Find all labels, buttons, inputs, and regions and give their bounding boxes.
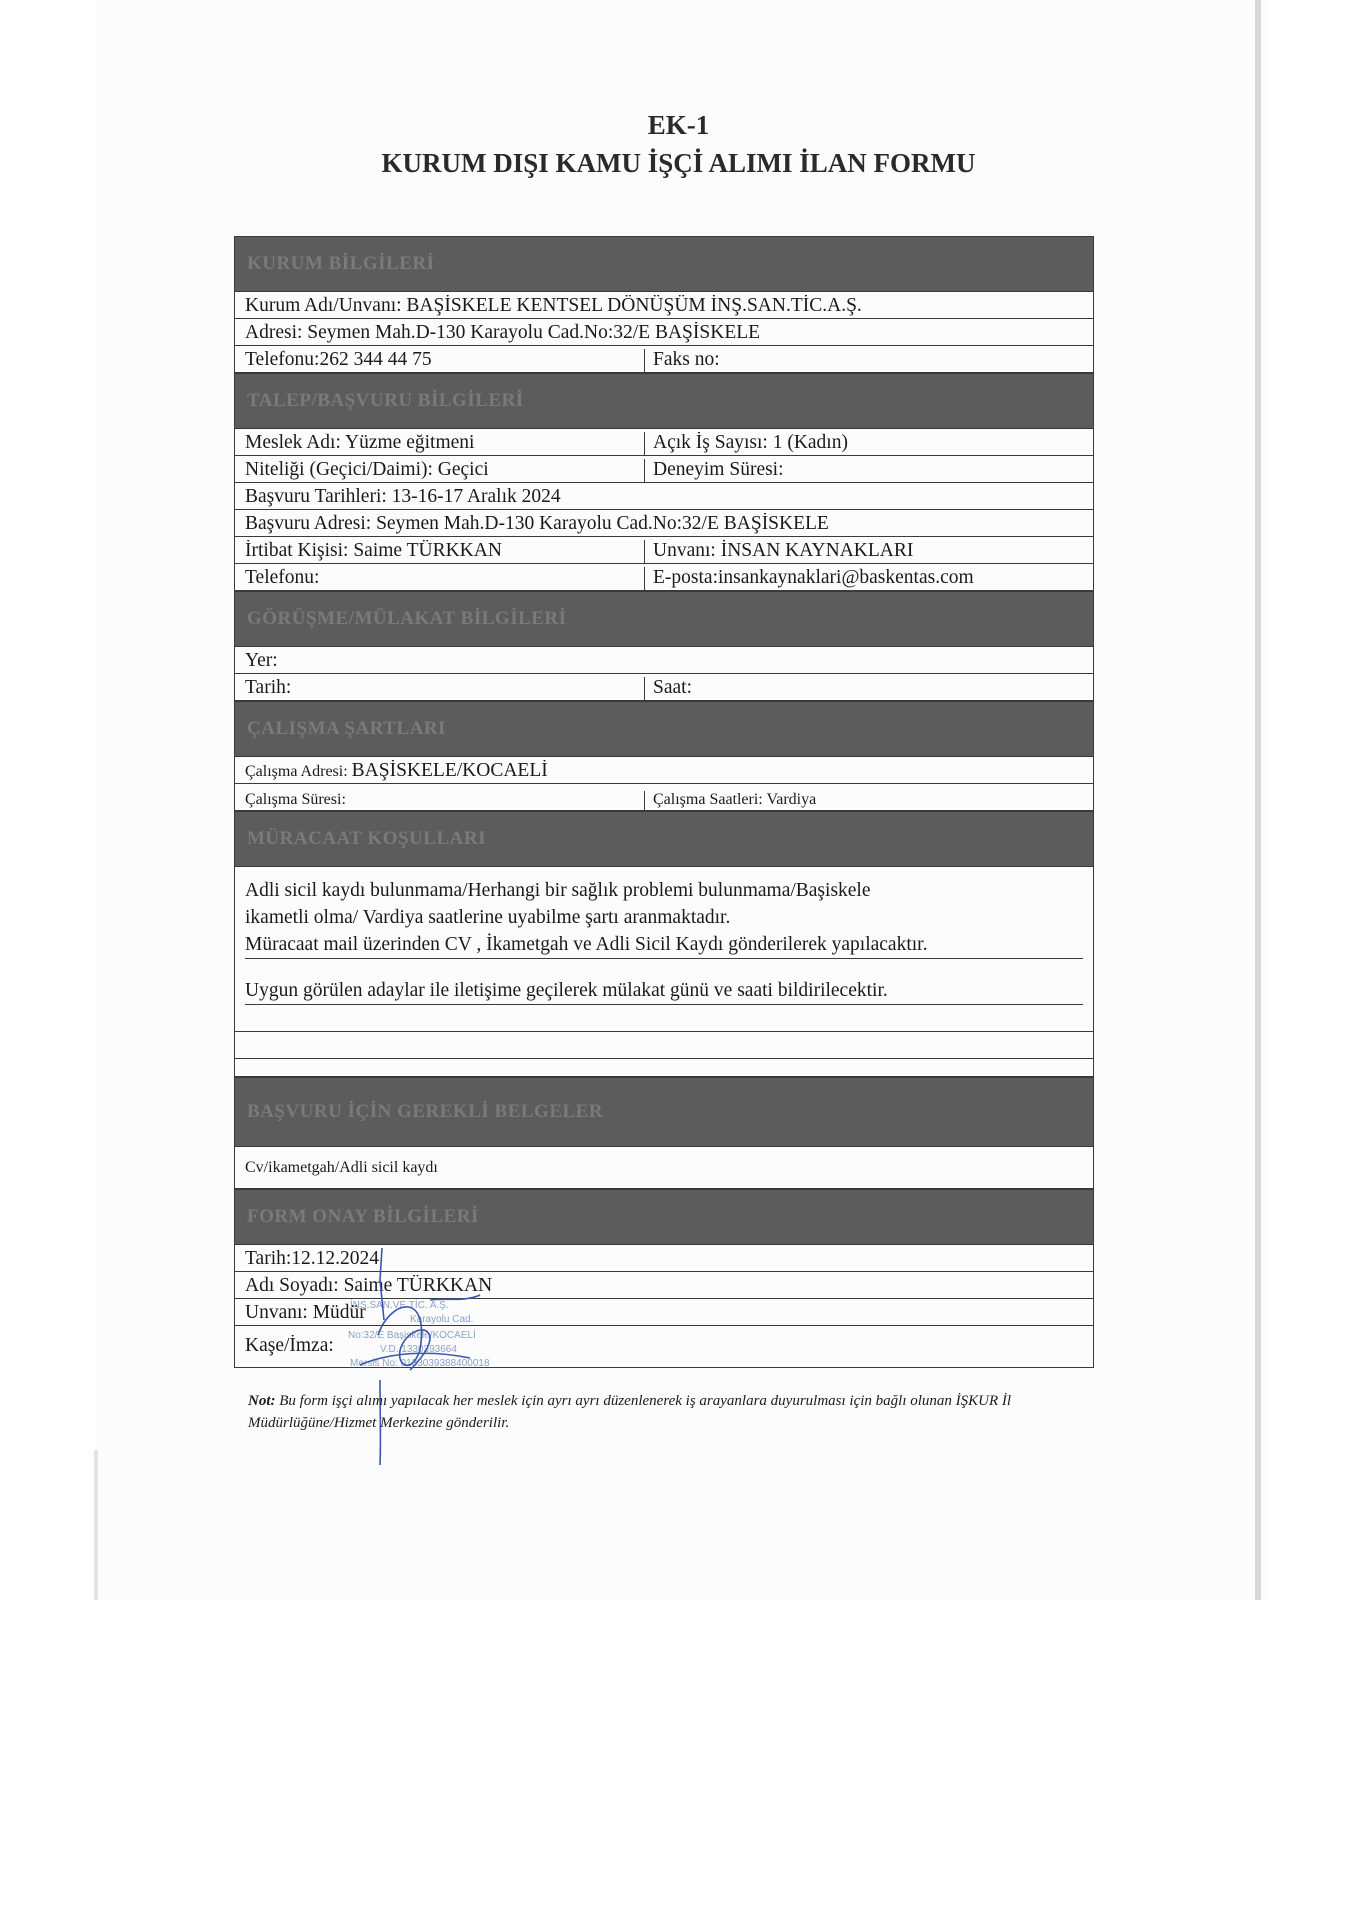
- onay-unvan: Unvanı: Müdür: [245, 1302, 366, 1323]
- section-header-muracaat: MÜRACAAT KOŞULLARI: [234, 811, 1094, 867]
- calisma-saatleri: Çalışma Saatleri: Vardiya: [644, 791, 1093, 810]
- row-yer: [234, 647, 1094, 674]
- onay-tarih: Tarih:12.12.2024: [245, 1248, 380, 1269]
- irtibat-kisisi: İrtibat Kişisi: Saime TÜRKKAN: [245, 540, 502, 561]
- stamp-line: V.D. 1330393664: [380, 1344, 457, 1355]
- muracaat-line: Adli sicil kaydı bulunmama/Herhangi bir sağlık problemi bulunmama/Başiskele: [245, 880, 871, 901]
- irtibat-unvani: Unvanı: İNSAN KAYNAKLARI: [644, 540, 1093, 563]
- stamp-line: No:32/E Başiskele/KOCAELİ: [348, 1330, 476, 1341]
- meslek-adi: Meslek Adı: Yüzme eğitmeni: [245, 432, 475, 453]
- row-calisma-adresi: [234, 757, 1094, 784]
- muracaat-line: ikametli olma/ Vardiya saatlerine uyabilme şartı aranmaktadır.: [245, 907, 731, 928]
- section-header-gorusme: GÖRÜŞME/MÜLAKAT BİLGİLERİ: [234, 591, 1094, 647]
- form-note: [248, 1390, 1128, 1434]
- form-title: KURUM DIŞI KAMU İŞÇİ ALIMI İLAN FORMU: [381, 148, 976, 178]
- note-text: Bu form işçi alımı yapılacak her meslek için ayrı ayrı düzenlenerek iş arayanlara duyurulması için bağlı olunan İŞKUR İl Müdürlüğüne/Hizmet Merkezine gönderilir.: [248, 1393, 1012, 1431]
- irtibat-eposta: E-posta:insankaynaklari@baskentas.com: [644, 567, 1093, 590]
- blank-row: [234, 1059, 1094, 1077]
- row-irtibat: [234, 537, 1094, 564]
- stamp-line: İNŞ.SAN.VE TİC. A.Ş.: [350, 1300, 449, 1311]
- section-header-kurum: KURUM BİLGİLERİ: [234, 236, 1094, 292]
- row-calisma-suresi: [234, 784, 1094, 811]
- row-iletisim: [234, 564, 1094, 591]
- calisma-adresi-value: BAŞİSKELE/KOCAELİ: [351, 760, 548, 781]
- kurum-adres: Adresi: Seymen Mah.D-130 Karayolu Cad.No:32/E BAŞİSKELE: [245, 322, 761, 343]
- muracaat-spacer: [245, 959, 1083, 977]
- basvuru-tarihleri: Başvuru Tarihleri: 13-16-17 Aralık 2024: [245, 486, 561, 507]
- row-niteligi: [234, 456, 1094, 483]
- gorusme-yer: Yer:: [245, 650, 278, 671]
- deneyim-suresi: Deneyim Süresi:: [644, 459, 1093, 482]
- kurum-telefon: Telefonu:262 344 44 75: [245, 349, 432, 370]
- gerekli-belgeler: Cv/ikametgah/Adli sicil kaydı: [234, 1147, 1094, 1189]
- row-basvuru-adresi: [234, 510, 1094, 537]
- section-header-belgeler: BAŞVURU İÇİN GEREKLİ BELGELER: [234, 1077, 1094, 1147]
- section-header-calisma: ÇALIŞMA ŞARTLARI: [234, 701, 1094, 757]
- signature-icon: [350, 1240, 510, 1470]
- acik-is-sayisi: Açık İş Sayısı: 1 (Kadın): [644, 432, 1093, 455]
- calisma-adresi: [235, 760, 1093, 783]
- section-header-onay: FORM ONAY BİLGİLERİ: [234, 1189, 1094, 1245]
- row-meslek: [234, 429, 1094, 456]
- note-label: Not:: [248, 1393, 276, 1409]
- gorusme-tarih: Tarih:: [245, 677, 292, 698]
- onay-kase-imza: Kaşe/İmza:: [245, 1335, 334, 1356]
- calisma-adresi-label: Çalışma Adresi:: [245, 763, 352, 780]
- row-kurum-adres: [234, 319, 1094, 346]
- row-kurum-unvan: [234, 292, 1094, 319]
- muracaat-kosullari: [234, 867, 1094, 1005]
- muracaat-line: Uygun görülen adaylar ile iletişime geçilerek mülakat günü ve saati bildirilecektir.: [245, 977, 1083, 1005]
- irtibat-telefon: Telefonu:: [245, 567, 320, 588]
- blank-row: [234, 1032, 1094, 1059]
- onay-adi-soyadi: Adı Soyadı: Saime TÜRKKAN: [245, 1275, 493, 1296]
- gorusme-saat: Saat:: [644, 677, 1093, 700]
- row-basvuru-tarihleri: [234, 483, 1094, 510]
- muracaat-line: Müracaat mail üzerinden CV , İkametgah ve Adli Sicil Kaydı gönderilerek yapılacaktır.: [245, 931, 1083, 959]
- application-form: [234, 236, 1094, 1368]
- section-header-talep: TALEP/BAŞVURU BİLGİLERİ: [234, 373, 1094, 429]
- kurum-unvan: Kurum Adı/Unvanı: BAŞİSKELE KENTSEL DÖNÜŞÜM İNŞ.SAN.TİC.A.Ş.: [245, 295, 862, 316]
- form-code: EK-1: [647, 110, 710, 140]
- calisma-suresi: Çalışma Süresi:: [245, 791, 346, 808]
- stamp-line: Mersis No: 0133039388400018: [350, 1358, 490, 1369]
- stamp-line: Karayolu Cad.: [410, 1314, 474, 1325]
- row-tarih-saat: [234, 674, 1094, 701]
- kurum-faks: Faks no:: [644, 349, 1093, 372]
- niteligi: Niteliği (Geçici/Daimi): Geçici: [245, 459, 489, 480]
- blank-row: [234, 1005, 1094, 1032]
- page-edge: [1255, 0, 1261, 1600]
- row-kurum-telefon: [234, 346, 1094, 373]
- basvuru-adresi: Başvuru Adresi: Seymen Mah.D-130 Karayolu Cad.No:32/E BAŞİSKELE: [245, 513, 829, 534]
- page-edge-left: [94, 1450, 98, 1600]
